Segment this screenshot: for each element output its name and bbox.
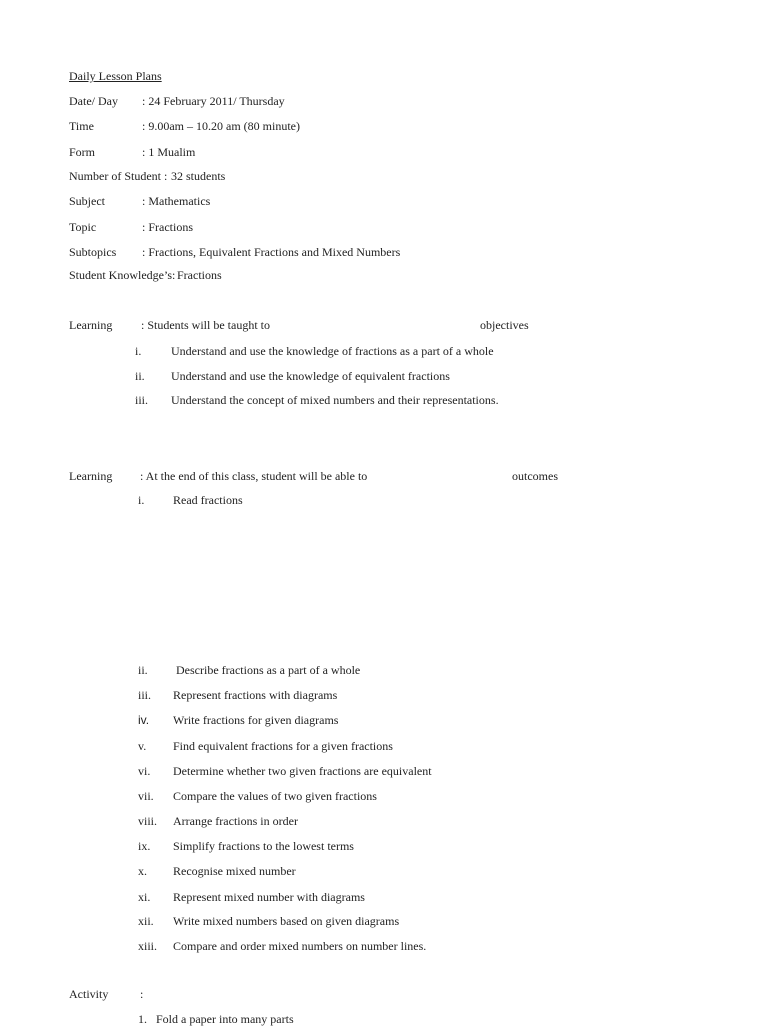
- field-value: : Fractions, Equivalent Fractions and Mixed Numbers: [142, 245, 401, 259]
- section-label: Learning: [69, 318, 113, 332]
- item-text: Understand and use the knowledge of equivalent fractions: [171, 369, 450, 383]
- field-label: Number of Student :: [69, 169, 168, 183]
- field-value: : 9.00am – 10.20 am (80 minute): [142, 119, 300, 133]
- item-text: Write fractions for given diagrams: [173, 713, 339, 727]
- item-text: Recognise mixed number: [173, 864, 296, 878]
- field-label: Subject: [69, 194, 105, 208]
- field-label: Topic: [69, 220, 97, 234]
- item-number: xii.: [138, 914, 154, 928]
- field-value: 32 students: [171, 169, 226, 183]
- section-intro: : Students will be taught to: [141, 318, 270, 332]
- item-text: Describe fractions as a part of a whole: [176, 663, 361, 677]
- item-text: Write mixed numbers based on given diagrams: [173, 914, 400, 928]
- item-number: x.: [138, 864, 147, 878]
- item-number: ix.: [138, 839, 151, 853]
- item-number: xiii.: [138, 939, 158, 953]
- item-number: ii.: [135, 369, 145, 383]
- item-text: Fold a paper into many parts: [156, 1012, 294, 1026]
- field-label: Form: [69, 145, 96, 159]
- item-number: v.: [138, 739, 147, 753]
- item-text: Read fractions: [173, 493, 243, 507]
- item-text: Simplify fractions to the lowest terms: [173, 839, 354, 853]
- item-text: Understand the concept of mixed numbers and their representations.: [171, 393, 499, 407]
- item-text: Determine whether two given fractions are equivalent: [173, 764, 432, 778]
- item-text: Find equivalent fractions for a given fractions: [173, 739, 393, 753]
- section-suffix: outcomes: [512, 469, 558, 483]
- field-label: Time: [69, 119, 94, 133]
- section-label: Learning: [69, 469, 113, 483]
- item-text: Represent mixed number with diagrams: [173, 890, 365, 904]
- item-number: iii.: [138, 688, 152, 702]
- section-label: Activity: [69, 987, 109, 1001]
- item-text: Understand and use the knowledge of fractions as a part of a whole: [171, 344, 494, 358]
- item-number: viii.: [138, 814, 158, 828]
- section-intro: : At the end of this class, student will be able to: [140, 469, 368, 483]
- item-number: 1.: [138, 1012, 147, 1026]
- field-value: : Mathematics: [142, 194, 211, 208]
- item-text: Compare the values of two given fractions: [173, 789, 377, 803]
- field-label: Student Knowledge’s:: [69, 268, 176, 282]
- section-suffix: objectives: [480, 318, 529, 332]
- item-number: xi.: [138, 890, 151, 904]
- section-colon: :: [140, 987, 144, 1001]
- item-text: Arrange fractions in order: [173, 814, 298, 828]
- item-number: i.: [138, 493, 145, 507]
- field-label: Date/ Day: [69, 94, 118, 108]
- field-label: Subtopics: [69, 245, 117, 259]
- item-number: vi.: [138, 764, 151, 778]
- item-number: iv.: [138, 713, 150, 727]
- item-number: i.: [135, 344, 142, 358]
- field-value: : 24 February 2011/ Thursday: [142, 94, 285, 108]
- field-value: Fractions: [177, 268, 222, 282]
- item-number: iii.: [135, 393, 149, 407]
- item-number: vii.: [138, 789, 154, 803]
- item-text: Compare and order mixed numbers on number lines.: [173, 939, 427, 953]
- document-title: Daily Lesson Plans: [69, 69, 162, 83]
- item-text: Represent fractions with diagrams: [173, 688, 338, 702]
- field-value: : 1 Mualim: [142, 145, 196, 159]
- field-value: : Fractions: [142, 220, 193, 234]
- item-number: ii.: [138, 663, 148, 677]
